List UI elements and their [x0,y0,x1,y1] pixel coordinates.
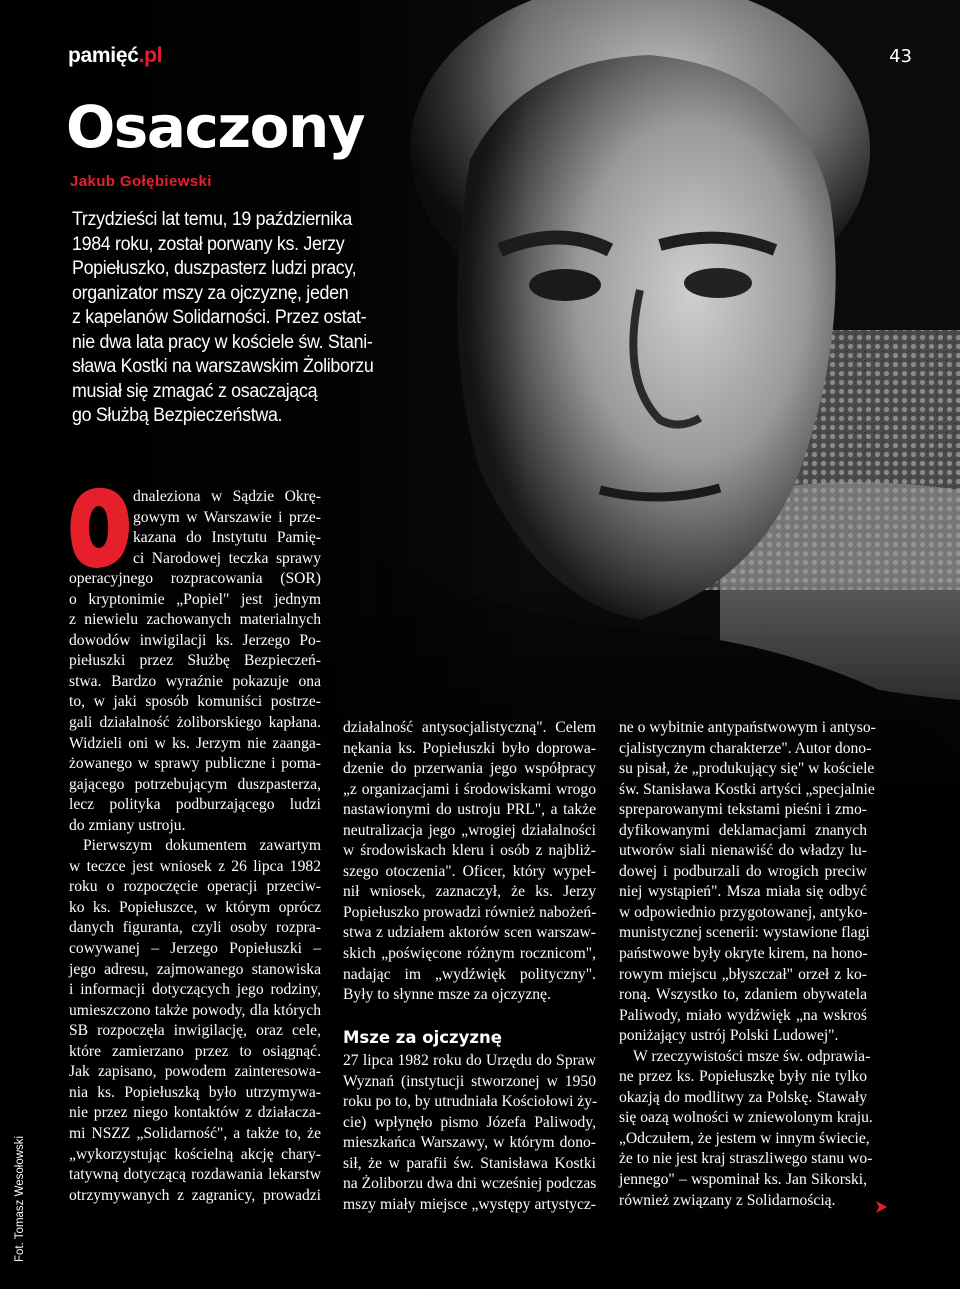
text-line: gali działalność żoliborskiego kapłana. [69,714,321,732]
text-line: nia ks. Popiełuszką było utrzymywa- [69,1083,321,1101]
text-line: SB rozpoczęła inwigilację, oraz cele, [69,1022,321,1040]
text-line: że to nie jest kraj straszliwego stanu wo- [619,1150,873,1168]
text-line: nie przez niego kontaktów z działacza- [69,1104,321,1122]
text-line: stwa. Bardzo wyraźnie pokazuje ona [69,672,321,690]
text-line: żowanego w sprawy publiczne i poma- [69,755,321,773]
text-line: Wyznań (instytucji stworzonej w 1950 [343,1072,596,1090]
photo-credit: Fot. Tomasz Wesołowski [14,1135,26,1262]
text-line: mi NSZZ „Solidarność", a także to, że [69,1124,321,1142]
continue-arrow-icon[interactable] [874,1200,888,1214]
text-line: niej wystąpień". Msza miała się odbyć [619,883,867,901]
text-line: to, w jaki sposób komuniści postrze- [69,693,321,711]
article-column-2-continued [343,1051,596,1215]
page-number: 43 [889,46,912,67]
lead-line: go Służbą Bezpieczeństwa. [72,405,283,426]
text-line: Pierwszym dokumentem zawartym [83,837,321,855]
text-line: jennego" – wspominał ks. Jan Sikorski, [619,1171,867,1189]
text-line: „z organizacjami i środowiskami wrogo [343,780,596,798]
logo-domain: .pl [138,44,163,67]
text-line: państwowe były okryte kirem, na hono- [619,945,868,963]
text-line: nadając im „wydźwięk polityczny". [343,965,596,983]
lead-line: Trzydzieści lat temu, 19 października [72,209,353,230]
text-line: Widzieli oni w ks. Jerzym nie zaanga- [69,734,321,752]
text-line: gającego potrzebującym duszpasterza, [69,775,321,793]
text-line: dyfikowanymi deklamacjami znanych [619,821,867,839]
text-line: ne przez ks. Popiełuszkę były nie tylko [619,1068,867,1086]
article-author: Jakub Gołębiewski [70,173,212,190]
magazine-logo[interactable] [68,44,162,68]
text-line: nękania ks. Popiełuszki było doprowa- [343,739,596,757]
text-line: neutralizacja jego „wrogiej działalności [343,821,596,839]
text-line: poniżający ustrój Polski Ludowej". [619,1027,839,1045]
text-line: okazją do modlitwy za Polskę. Stawały [619,1088,867,1106]
text-line: i informacji dotyczących jego rodziny, [69,981,321,999]
text-line: dowodów inwigilacji ks. Jerzego Po- [69,631,321,649]
text-line: w odpowiednio przygotowanej, antyko- [619,903,868,921]
text-line: operacyjnego rozpracowania (SOR) [69,570,321,588]
text-line: munistycznej scenerii: wystawione flagi [619,924,870,942]
text-line: dnaleziona w Sądzie Okrę- [133,488,321,505]
lead-line: organizator mszy za ojczyznę, jeden [72,282,349,304]
text-line: w teczce jest wniosek z 26 lipca 1982 [69,857,321,875]
text-line: kazana do Instytutu Pamię- [133,529,321,547]
text-line: spreparowanymi tekstami pieśni i zmo- [619,801,867,819]
text-line: tatywną dotyczącą rozdawania lekarstw [69,1166,321,1184]
article-lead [72,208,374,429]
article-column-3 [619,718,876,1211]
text-line: mieszkańca Warszawy, w którym dono- [343,1134,596,1152]
text-line: gowym w Warszawie i prze- [133,508,321,526]
article-column-2 [343,718,596,1006]
text-line: w środowiskach kleru i osób z najbliż- [343,842,596,860]
text-line: sił, że w parafii św. Stanisława Kostki [343,1154,596,1172]
text-line: z niewielu zachowanych materialnych [69,611,321,629]
lead-line: nie dwa lata pracy w kościele św. Stani- [72,331,373,353]
text-line: nastawionymi do ustroju PRL", a także [343,801,596,819]
text-line: roku o rozpoczęcie operacji przeciw- [69,878,321,896]
article-column-1 [69,487,321,1206]
text-line: szego otoczenia". Oficer, który wypeł- [343,862,596,880]
lead-line: musiał się zmagać z osaczającą [72,380,318,402]
text-line: na Żoliborzu dwa dni wcześniej podczas [343,1175,597,1193]
lead-line: Popiełuszko, duszpasterz ludzi pracy, [72,258,357,279]
text-line: ne o wybitnie antypaństwowym i antyso- [619,719,876,736]
text-line: dowej i podburzali do wrogich preciw [619,862,867,880]
text-line: dzenie do przerwania jego współpracy [343,760,596,778]
lead-line: sława Kostki na warszawskim Żoliborzu [72,356,374,377]
logo-main: pamięć [68,44,139,67]
text-line: ko ks. Popiełuszce, w którym oprócz [69,898,321,916]
text-line: o kryptonimie „Popiel" jest jednym [69,590,321,608]
text-line: utworów siali nienawiść do władzy lu- [619,842,867,860]
text-line: się oazą wolności w zniewolonym kraju. [619,1109,873,1127]
text-line: roku po to, by utrudniała Kościołowi ży- [343,1093,598,1111]
text-line: również związany z Solidarnością. [619,1191,836,1209]
text-line: cjalistycznym charakterze". Autor dono- [619,739,872,757]
text-line: „Odczułem, że jestem w innym świecie, [619,1129,870,1147]
text-line: Paliwody, miało wydźwięk „na wskroś [619,1006,867,1024]
text-line: danych figuranta, czyli osoby rozpra- [69,919,321,937]
text-line: nił wniosek, zaznaczył, że ks. Jerzy [343,883,596,901]
text-line: lecz polityka podburzającego ludzi [69,796,321,814]
text-line: św. Stanisława Kostki artyści „specjalnie [619,780,875,798]
text-line: Popiełuszko prowadzi również nabożeń- [343,903,597,921]
text-line: cowywanej – Jerzego Popiełuszki – [69,940,321,958]
article-title: Osaczony [66,93,365,161]
text-line: Jak zapisano, powodem zainteresowa- [69,1063,321,1081]
text-line: które zamierzano przez to osiągnąć. [69,1042,321,1060]
text-line: do zmiany ustroju. [69,816,186,834]
text-line: umieszczono także powody, dla których [69,1001,321,1019]
text-line: su pisał, że „produkujący się" w kościele [619,760,875,778]
text-line: działalność antysocjalistyczną". Celem [343,719,596,736]
text-line: skich „poświęcone różnym rocznicom", [343,945,596,963]
text-line: otrzymywanych z zagranicy, prowadzi [69,1186,321,1204]
text-line: piełuszki przez Służbę Bezpieczeń- [69,652,321,670]
lead-line: 1984 roku, został porwany ks. Jerzy [72,233,345,255]
text-line: stwa z udziałem aktorów scen warszaw- [343,924,596,942]
text-line: roną. Wszystko to, zdaniem obywatela [619,986,867,1004]
text-line: W rzeczywistości msze św. odprawia- [633,1047,871,1065]
text-line: Były to słynne msze za ojczyznę. [343,986,551,1004]
section-subheading: Msze za ojczyznę [343,1028,502,1047]
text-line: 27 lipca 1982 roku do Urzędu do Spraw [343,1052,596,1069]
text-line: jego adresu, zajmowanego stanowiska [69,960,321,978]
text-line: rowym miejscu „błyszczał" orzeł z ko- [619,965,867,983]
text-line: „wykorzystując kościelną akcję chary- [69,1145,321,1163]
drop-cap-letter: O [94,538,104,549]
text-line: cie) wpłynęło pismo Józefa Paliwody, [343,1113,596,1131]
lead-line: z kapelanów Solidarności. Przez ostat- [72,307,367,328]
text-line: mszy miały miejsce „występy artystycz- [343,1195,596,1213]
text-line: ci Narodowej teczka sprawy [133,549,321,567]
